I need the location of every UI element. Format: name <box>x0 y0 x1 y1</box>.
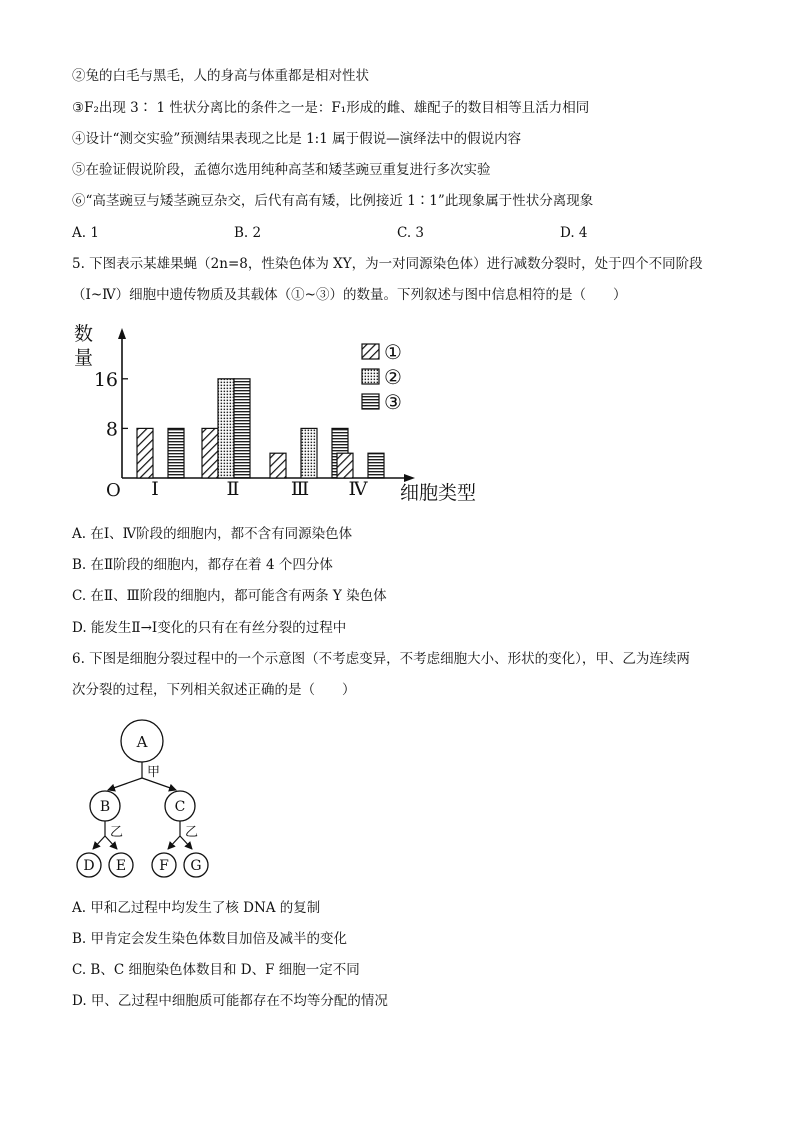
bar-3-series-1 <box>270 453 286 478</box>
q4-item-3: ③F₂出现 3∶ 1 性状分离比的条件之一是：F₁形成的雌、雄配子的数目相等且活力相同 <box>72 100 590 116</box>
node-g-label: G <box>190 858 202 874</box>
q6-option-b[interactable]: B. 甲肯定会发生染色体数目加倍及减半的变化 <box>72 931 348 947</box>
chart-bars <box>137 379 384 500</box>
legend-swatch-3 <box>362 394 379 409</box>
node-e-label: E <box>115 858 127 874</box>
arrow-b-d <box>93 836 105 849</box>
q4-option-d[interactable]: D. 4 <box>560 225 588 241</box>
q5-option-a[interactable]: A. 在Ⅰ、Ⅳ阶段的细胞内，都不含有同源染色体 <box>72 526 353 542</box>
bar-1-series-3 <box>168 428 184 478</box>
y-tick-label-8: 8 <box>105 418 118 441</box>
q5-option-c[interactable]: C. 在Ⅱ、Ⅲ阶段的细胞内，都可能含有两条 Y 染色体 <box>72 588 387 604</box>
q4-item-2: ②兔的白毛与黑毛，人的身高与体重都是相对性状 <box>72 68 369 84</box>
label-yi-right: 乙 <box>185 825 199 840</box>
x-axis-arrow <box>404 474 415 482</box>
y-axis-label-top: 数 <box>74 323 94 345</box>
bar-3-series-2 <box>301 428 317 478</box>
q6-option-a[interactable]: A. 甲和乙过程中均发生了核 DNA 的复制 <box>72 900 321 916</box>
x-tick-label-4: Ⅳ <box>348 478 368 500</box>
x-tick-label-3: Ⅲ <box>290 478 310 500</box>
cell-division-diagram <box>70 712 220 884</box>
node-f-label: F <box>159 858 169 874</box>
legend-label-3: ③ <box>384 390 402 414</box>
q4-option-a[interactable]: A. 1 <box>72 225 99 241</box>
arrow-a-b <box>108 778 142 790</box>
y-axis-label-bottom: 量 <box>74 347 94 369</box>
legend-label-1: ① <box>384 340 402 364</box>
legend-swatch-1 <box>362 344 379 359</box>
q5-option-d[interactable]: D. 能发生Ⅱ→Ⅰ变化的只有在有丝分裂的过程中 <box>72 620 347 636</box>
x-tick-label-2: Ⅱ <box>226 478 240 500</box>
q5-option-b[interactable]: B. 在Ⅱ阶段的细胞内，都存在着 4 个四分体 <box>72 557 333 573</box>
origin-label: O <box>106 480 121 501</box>
node-d-label: D <box>83 858 95 874</box>
legend-label-2: ② <box>384 365 402 389</box>
q5-stem-line1: 5. 下图表示某雄果蝇（2n=8，性染色体为 XY，为一对同源染色体）进行减数分裂时，处于四个不同阶段 <box>72 256 703 272</box>
bar-chart <box>70 318 490 510</box>
q6-option-c[interactable]: C. B、C 细胞染色体数目和 D、F 细胞一定不同 <box>72 962 360 978</box>
bar-4-series-1 <box>337 453 353 478</box>
x-axis-label: 细胞类型 <box>400 482 477 504</box>
x-tick-label-1: Ⅰ <box>151 478 159 500</box>
q6-stem-line2: 次分裂的过程，下列相关叙述正确的是（ ） <box>72 682 356 698</box>
node-b-label: B <box>99 799 111 815</box>
bar-1-series-1 <box>137 428 153 478</box>
bar-2-series-1 <box>202 428 218 478</box>
q6-option-d[interactable]: D. 甲、乙过程中细胞质可能都存在不均等分配的情况 <box>72 993 388 1009</box>
q5-stem-line2: （Ⅰ~Ⅳ）细胞中遗传物质及其载体（①~③）的数量。下列叙述与图中信息相符的是（ ） <box>72 287 627 303</box>
bar-4-series-3 <box>368 453 384 478</box>
label-yi-left: 乙 <box>110 825 124 840</box>
q4-item-6: ⑥“高茎豌豆与矮茎豌豆杂交，后代有高有矮，比例接近 1∶1”此现象属于性状分离现象 <box>72 193 594 209</box>
node-a-label: A <box>136 733 148 751</box>
y-tick-label-16: 16 <box>93 368 118 391</box>
q4-option-b[interactable]: B. 2 <box>234 225 262 241</box>
q4-item-4: ④设计“测交实验”预测结果表现之比是 1:1 属于假说—演绎法中的假说内容 <box>72 131 522 147</box>
node-c-label: C <box>174 799 186 815</box>
q4-item-5: ⑤在验证假说阶段，孟德尔选用纯种高茎和矮茎豌豆重复进行多次实验 <box>72 162 491 178</box>
arrow-c-f <box>168 836 180 849</box>
y-axis-arrow <box>118 328 126 339</box>
chart-legend <box>362 340 402 414</box>
q6-stem-line1: 6. 下图是细胞分裂过程中的一个示意图（不考虑变异，不考虑细胞大小、形状的变化），甲、乙为连续两 <box>72 651 690 667</box>
label-jia: 甲 <box>147 765 161 780</box>
q4-option-c[interactable]: C. 3 <box>397 225 425 241</box>
legend-swatch-2 <box>362 369 379 384</box>
bar-2-series-2 <box>218 379 234 478</box>
bar-2-series-3 <box>234 379 250 478</box>
